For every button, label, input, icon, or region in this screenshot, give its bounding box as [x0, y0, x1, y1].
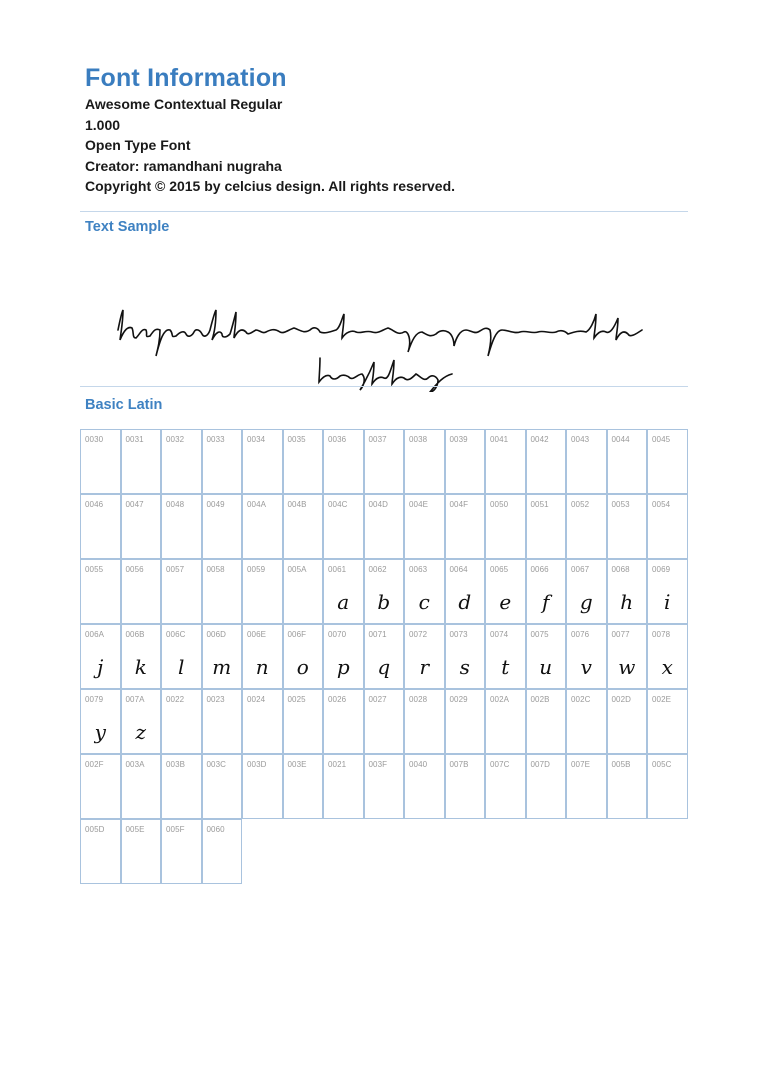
- glyph-cell: [283, 624, 324, 689]
- glyph-preview: p: [336, 655, 350, 679]
- unicode-code: 0038: [409, 435, 428, 444]
- glyph-cell: [526, 429, 567, 494]
- unicode-code: 0032: [166, 435, 185, 444]
- glyph-preview: [365, 523, 404, 551]
- glyph-preview: [527, 458, 566, 486]
- unicode-code: 004A: [247, 500, 267, 509]
- font-type: Open Type Font: [85, 137, 191, 153]
- glyph-cell: [607, 624, 648, 689]
- glyph-preview: [243, 718, 282, 746]
- glyph-cell: [566, 624, 607, 689]
- glyph-preview: s: [459, 655, 470, 679]
- glyph-cell: [404, 624, 445, 689]
- glyph-preview: i: [664, 590, 671, 614]
- glyph-preview: [81, 458, 120, 486]
- text-sample: [80, 300, 700, 392]
- unicode-code: 0033: [206, 435, 225, 444]
- unicode-code: 0024: [247, 695, 266, 704]
- unicode-code: 0058: [206, 565, 225, 574]
- glyph-cell: [202, 689, 243, 754]
- glyph-cell: [364, 624, 405, 689]
- unicode-code: 0037: [368, 435, 387, 444]
- glyph-cell: [364, 429, 405, 494]
- glyph-preview: [162, 458, 201, 486]
- unicode-code: 0042: [530, 435, 549, 444]
- glyph-preview: [203, 783, 242, 811]
- glyph-preview: c: [418, 590, 430, 614]
- glyph-cell: [445, 494, 486, 559]
- unicode-code: 002B: [530, 695, 550, 704]
- glyph-preview: v: [580, 655, 592, 679]
- glyph-preview: [365, 458, 404, 486]
- glyph-cell: [121, 494, 162, 559]
- glyph-cell: [323, 559, 364, 624]
- glyph-preview: [608, 523, 647, 551]
- unicode-code: 006D: [206, 630, 227, 639]
- glyph-preview: [324, 523, 363, 551]
- unicode-code: 005D: [85, 825, 105, 834]
- unicode-code: 0039: [449, 435, 468, 444]
- glyph-cell: [526, 559, 567, 624]
- glyph-preview: [405, 458, 444, 486]
- unicode-code: 0071: [368, 630, 387, 639]
- glyph-preview: [324, 718, 363, 746]
- glyph-cell: [283, 754, 324, 819]
- glyph-cell: [647, 624, 688, 689]
- glyph-preview: [162, 783, 201, 811]
- glyph-cell: [161, 559, 202, 624]
- glyph-cell: [80, 754, 121, 819]
- glyph-cell: [202, 754, 243, 819]
- unicode-code: 0064: [449, 565, 468, 574]
- glyph-cell: [161, 624, 202, 689]
- glyph-cell: [445, 559, 486, 624]
- glyph-preview: [122, 458, 161, 486]
- glyph-cell: [242, 429, 283, 494]
- glyph-preview: [162, 588, 201, 616]
- glyph-cell: [566, 429, 607, 494]
- unicode-code: 007D: [530, 760, 551, 769]
- glyph-preview: [81, 848, 120, 876]
- glyph-preview: [243, 458, 282, 486]
- unicode-code: 0079: [85, 695, 104, 704]
- glyph-cell: [647, 689, 688, 754]
- glyph-cell: [647, 494, 688, 559]
- unicode-code: 006B: [125, 630, 145, 639]
- section-heading-text-sample: Text Sample: [85, 219, 170, 235]
- page-title: Font Information: [85, 64, 287, 92]
- glyph-preview: [81, 523, 120, 551]
- unicode-code: 0051: [530, 500, 549, 509]
- unicode-code: 0029: [449, 695, 468, 704]
- glyph-cell: [607, 689, 648, 754]
- unicode-code: 0044: [611, 435, 630, 444]
- glyph-preview: [243, 523, 282, 551]
- glyph-cell: [364, 494, 405, 559]
- unicode-code: 0078: [652, 630, 671, 639]
- glyph-cell: [121, 754, 162, 819]
- glyph-preview: x: [661, 655, 673, 679]
- unicode-code: 0023: [206, 695, 225, 704]
- glyph-cell: [202, 559, 243, 624]
- glyph-preview: [162, 848, 201, 876]
- glyph-cell: [242, 494, 283, 559]
- glyph-cell: [526, 754, 567, 819]
- glyph-cell: [242, 754, 283, 819]
- unicode-code: 0021: [328, 760, 347, 769]
- unicode-code: 006A: [85, 630, 105, 639]
- unicode-code: 004F: [449, 500, 469, 509]
- glyph-preview: t: [501, 655, 510, 679]
- glyph-cell: [80, 624, 121, 689]
- glyph-preview: z: [135, 720, 147, 744]
- glyph-cell: [485, 624, 526, 689]
- glyph-preview: [243, 783, 282, 811]
- unicode-code: 002A: [490, 695, 510, 704]
- glyph-preview: [122, 523, 161, 551]
- font-creator: Creator: ramandhani nugraha: [85, 157, 282, 174]
- glyph-preview: d: [458, 590, 472, 614]
- glyph-preview: [648, 458, 687, 486]
- glyph-cell: [647, 429, 688, 494]
- glyph-preview: [527, 523, 566, 551]
- glyph-cell: [607, 429, 648, 494]
- glyph-preview: g: [579, 590, 593, 614]
- unicode-code: 007B: [449, 760, 469, 769]
- unicode-code: 0062: [368, 565, 387, 574]
- glyph-preview: [567, 458, 606, 486]
- glyph-preview: h: [620, 590, 634, 614]
- unicode-code: 0073: [449, 630, 468, 639]
- unicode-code: 005A: [287, 565, 307, 574]
- glyph-cell: [566, 559, 607, 624]
- glyph-preview: [608, 458, 647, 486]
- glyph-preview: [324, 458, 363, 486]
- unicode-code: 002F: [85, 760, 104, 769]
- glyph-cell: [485, 689, 526, 754]
- unicode-code: 003B: [166, 760, 186, 769]
- unicode-code: 0076: [571, 630, 590, 639]
- glyph-preview: [405, 718, 444, 746]
- unicode-code: 006F: [287, 630, 307, 639]
- glyph-preview: [284, 458, 323, 486]
- glyph-preview: [324, 783, 363, 811]
- glyph-preview: [527, 718, 566, 746]
- unicode-code: 0077: [611, 630, 630, 639]
- font-copyright: Copyright © 2015 by celcius design. All rights reserved.: [85, 178, 456, 194]
- unicode-code: 0034: [247, 435, 266, 444]
- glyph-preview: a: [337, 590, 350, 614]
- glyph-cell: [202, 494, 243, 559]
- unicode-code: 0059: [247, 565, 266, 574]
- glyph-preview: f: [542, 590, 550, 614]
- unicode-code: 0046: [85, 500, 104, 509]
- unicode-code: 007E: [571, 760, 591, 769]
- unicode-code: 0041: [490, 435, 509, 444]
- glyph-preview: k: [134, 655, 147, 679]
- divider: [80, 386, 688, 387]
- font-version: 1.000: [85, 116, 121, 133]
- unicode-code: 0063: [409, 565, 428, 574]
- glyph-preview: [284, 718, 323, 746]
- glyph-preview: [567, 718, 606, 746]
- glyph-preview: [486, 718, 525, 746]
- glyph-preview: e: [499, 590, 512, 614]
- glyph-preview: [81, 783, 120, 811]
- glyph-cell: [242, 559, 283, 624]
- glyph-preview: o: [296, 655, 309, 679]
- unicode-code: 007C: [490, 760, 510, 769]
- glyph-preview: y: [94, 720, 106, 744]
- glyph-cell: [445, 689, 486, 754]
- unicode-code: 006E: [247, 630, 267, 639]
- section-heading-basic-latin: Basic Latin: [85, 397, 163, 413]
- unicode-code: 003D: [247, 760, 267, 769]
- glyph-cell: [202, 819, 243, 884]
- unicode-code: 0060: [206, 825, 225, 834]
- glyph-preview: [162, 718, 201, 746]
- glyph-cell: [80, 429, 121, 494]
- unicode-code: 003A: [125, 760, 145, 769]
- unicode-code: 007A: [125, 695, 145, 704]
- glyph-cell: [121, 429, 162, 494]
- glyph-cell: [121, 624, 162, 689]
- glyph-preview: [648, 783, 687, 811]
- glyph-cell: [161, 754, 202, 819]
- glyph-cell: [80, 494, 121, 559]
- glyph-cell: [364, 559, 405, 624]
- unicode-code: 005E: [125, 825, 145, 834]
- unicode-code: 0045: [652, 435, 671, 444]
- glyph-cell: [404, 494, 445, 559]
- glyph-cell: [283, 494, 324, 559]
- unicode-code: 0065: [490, 565, 509, 574]
- glyph-preview: [203, 848, 242, 876]
- unicode-code: 0066: [530, 565, 549, 574]
- glyph-preview: [446, 523, 485, 551]
- glyph-preview: r: [419, 655, 430, 679]
- glyph-preview: [122, 588, 161, 616]
- unicode-code: 0069: [652, 565, 671, 574]
- unicode-code: 004E: [409, 500, 429, 509]
- glyph-cell: [445, 624, 486, 689]
- unicode-code: 006C: [166, 630, 186, 639]
- unicode-code: 0040: [409, 760, 428, 769]
- glyph-cell: [526, 624, 567, 689]
- font-information-block: [85, 62, 688, 197]
- unicode-code: 0025: [287, 695, 306, 704]
- divider: [80, 211, 688, 212]
- unicode-code: 003E: [287, 760, 307, 769]
- unicode-code: 0070: [328, 630, 347, 639]
- glyph-cell: [566, 754, 607, 819]
- glyph-cell: [80, 689, 121, 754]
- glyph-cell: [404, 559, 445, 624]
- glyph-preview: [203, 718, 242, 746]
- glyph-cell: [323, 624, 364, 689]
- glyph-preview: [405, 523, 444, 551]
- glyph-preview: [608, 783, 647, 811]
- unicode-code: 004D: [368, 500, 389, 509]
- glyph-preview: [608, 718, 647, 746]
- glyph-preview: [567, 523, 606, 551]
- glyph-cell: [242, 689, 283, 754]
- glyph-cell: [80, 559, 121, 624]
- glyph-cell: [607, 754, 648, 819]
- glyph-cell: [647, 754, 688, 819]
- unicode-code: 003C: [206, 760, 227, 769]
- glyph-preview: [486, 523, 525, 551]
- unicode-code: 0036: [328, 435, 347, 444]
- glyph-preview: [243, 588, 282, 616]
- unicode-code: 003F: [368, 760, 388, 769]
- glyph-preview: [405, 783, 444, 811]
- glyph-cell: [161, 429, 202, 494]
- glyph-preview: [648, 718, 687, 746]
- glyph-cell: [121, 559, 162, 624]
- glyph-preview: u: [539, 655, 553, 679]
- unicode-code: 0043: [571, 435, 590, 444]
- unicode-code: 0057: [166, 565, 185, 574]
- glyph-cell: [283, 689, 324, 754]
- glyph-cell: [485, 494, 526, 559]
- glyph-preview: [122, 783, 161, 811]
- unicode-code: 0047: [125, 500, 144, 509]
- font-name: Awesome Contextual Regular: [85, 96, 283, 112]
- unicode-code: 0074: [490, 630, 509, 639]
- unicode-code: 0035: [287, 435, 306, 444]
- glyph-cell: [485, 429, 526, 494]
- unicode-code: 002D: [611, 695, 632, 704]
- unicode-code: 0068: [611, 565, 630, 574]
- glyph-cell: [283, 559, 324, 624]
- glyph-cell: [161, 689, 202, 754]
- unicode-code: 0055: [85, 565, 104, 574]
- unicode-code: 0054: [652, 500, 671, 509]
- glyph-preview: [122, 848, 161, 876]
- unicode-code: 004C: [328, 500, 348, 509]
- unicode-code: 0053: [611, 500, 630, 509]
- unicode-code: 0048: [166, 500, 185, 509]
- glyph-preview: [486, 783, 525, 811]
- unicode-code: 005C: [652, 760, 672, 769]
- glyph-cell: [202, 429, 243, 494]
- glyph-preview: [203, 458, 242, 486]
- glyph-preview: [567, 783, 606, 811]
- unicode-code: 0028: [409, 695, 428, 704]
- glyph-cell: [364, 754, 405, 819]
- glyph-cell: [526, 689, 567, 754]
- glyph-preview: j: [97, 655, 104, 679]
- glyph-preview: [486, 458, 525, 486]
- unicode-code: 0026: [328, 695, 347, 704]
- glyph-cell: [202, 624, 243, 689]
- unicode-code: 0022: [166, 695, 185, 704]
- unicode-code: 0052: [571, 500, 590, 509]
- glyph-preview: m: [212, 655, 232, 679]
- glyph-cell: [323, 689, 364, 754]
- unicode-code: 0067: [571, 565, 590, 574]
- glyph-cell: [485, 754, 526, 819]
- glyph-preview: [284, 783, 323, 811]
- unicode-code: 0061: [328, 565, 347, 574]
- unicode-code: 005B: [611, 760, 631, 769]
- glyph-preview: [81, 588, 120, 616]
- glyph-preview: l: [178, 655, 185, 679]
- glyph-cell: [485, 559, 526, 624]
- glyph-cell: [283, 429, 324, 494]
- unicode-code: 0027: [368, 695, 387, 704]
- glyph-cell: [404, 429, 445, 494]
- glyph-preview: [203, 523, 242, 551]
- glyph-preview: [648, 523, 687, 551]
- glyph-cell: [323, 494, 364, 559]
- glyph-preview: b: [377, 590, 391, 614]
- unicode-code: 0049: [206, 500, 225, 509]
- glyph-cell: [80, 819, 121, 884]
- glyph-preview: [365, 718, 404, 746]
- glyph-cell: [121, 819, 162, 884]
- glyph-cell: [242, 624, 283, 689]
- glyph-cell: [161, 819, 202, 884]
- glyph-cell: [161, 494, 202, 559]
- glyph-preview: [162, 523, 201, 551]
- glyph-preview: [203, 588, 242, 616]
- unicode-code: 002E: [652, 695, 672, 704]
- glyph-cell: [566, 689, 607, 754]
- glyph-cell: [121, 689, 162, 754]
- glyph-preview: q: [377, 655, 391, 679]
- glyph-cell: [404, 754, 445, 819]
- glyph-preview: [446, 718, 485, 746]
- unicode-code: 0031: [125, 435, 144, 444]
- glyph-cell: [445, 754, 486, 819]
- unicode-code: 0072: [409, 630, 428, 639]
- unicode-code: 005F: [166, 825, 185, 834]
- glyph-preview: [446, 783, 485, 811]
- glyph-cell: [566, 494, 607, 559]
- glyph-preview: [284, 523, 323, 551]
- glyph-cell: [607, 559, 648, 624]
- glyph-preview: n: [255, 655, 269, 679]
- glyph-preview: [527, 783, 566, 811]
- glyph-cell: [526, 494, 567, 559]
- glyph-cell: [607, 494, 648, 559]
- glyph-cell: [404, 689, 445, 754]
- unicode-code: 0075: [530, 630, 549, 639]
- unicode-code: 004B: [287, 500, 307, 509]
- glyph-preview: [365, 783, 404, 811]
- glyph-preview: [284, 588, 323, 616]
- glyph-preview: [446, 458, 485, 486]
- glyph-cell: [445, 429, 486, 494]
- glyph-cell: [323, 754, 364, 819]
- glyph-cell: [323, 429, 364, 494]
- unicode-code: 002C: [571, 695, 591, 704]
- unicode-code: 0056: [125, 565, 144, 574]
- glyph-preview: w: [618, 655, 636, 679]
- unicode-code: 0050: [490, 500, 509, 509]
- glyph-cell: [364, 689, 405, 754]
- unicode-code: 0030: [85, 435, 104, 444]
- glyph-cell: [647, 559, 688, 624]
